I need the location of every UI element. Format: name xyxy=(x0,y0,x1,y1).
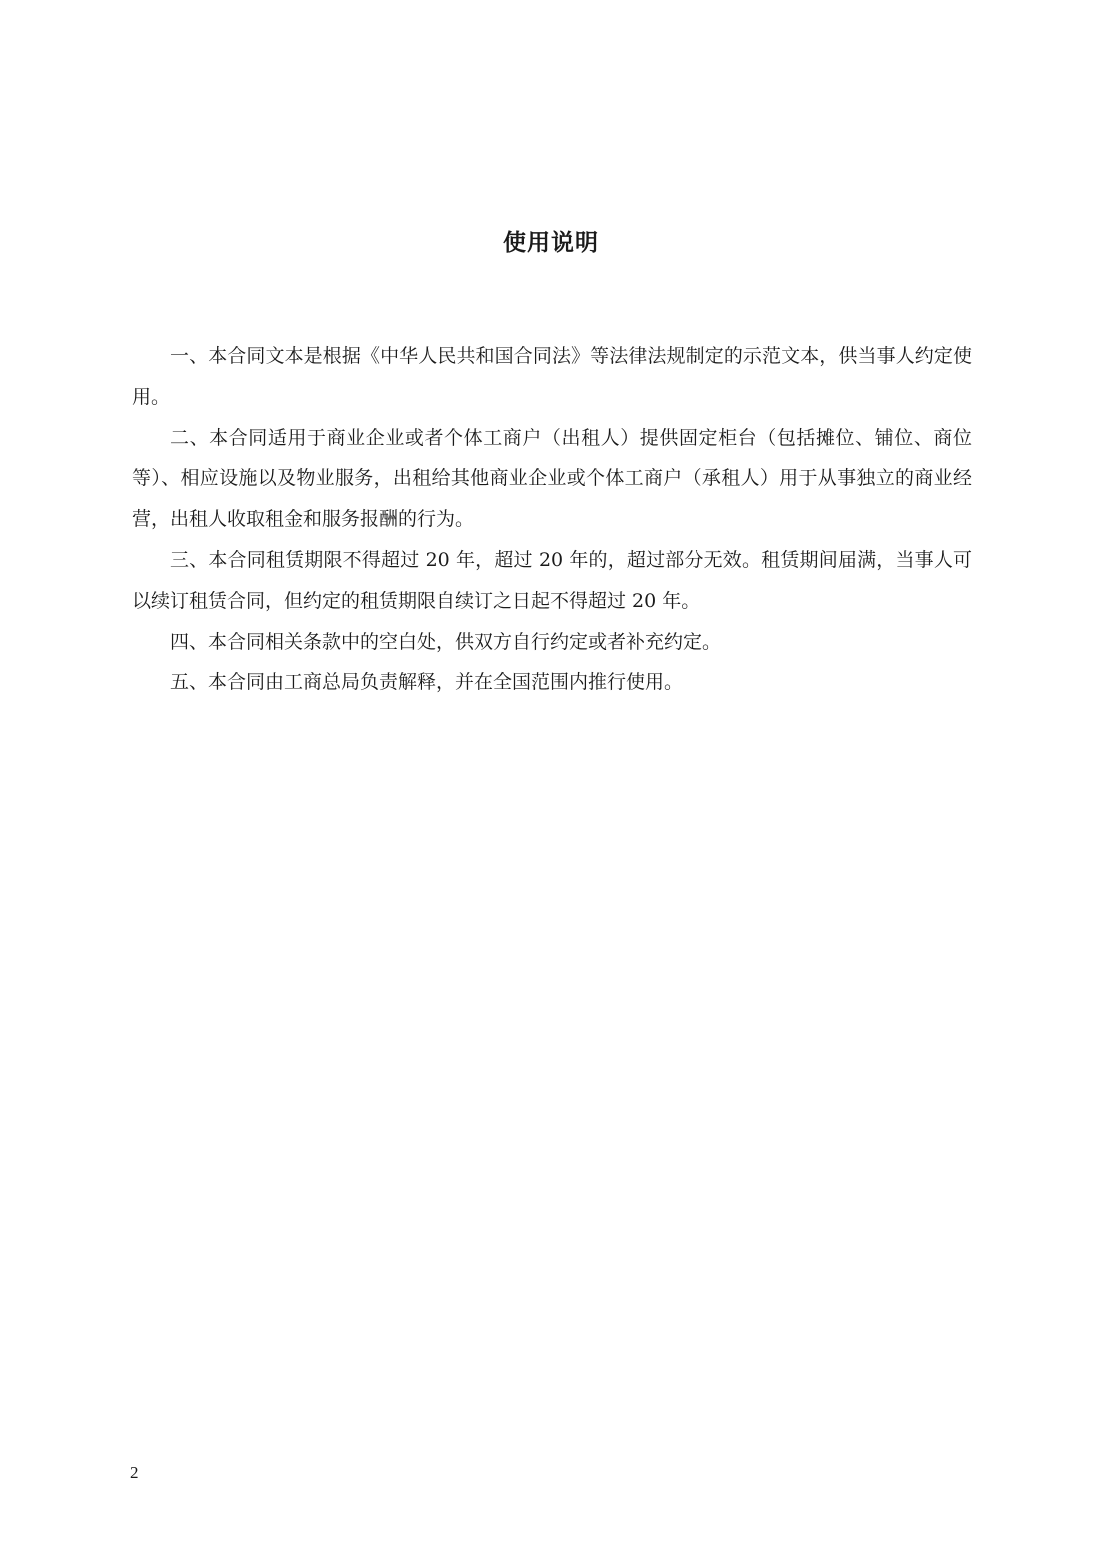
paragraph-1: 一、本合同文本是根据《中华人民共和国合同法》等法律法规制定的示范文本，供当事人约定使用。 xyxy=(132,345,972,408)
page-title: 使用说明 xyxy=(503,230,599,256)
paragraph-4: 四、本合同相关条款中的空白处，供双方自行约定或者补充约定。 xyxy=(170,630,722,653)
instructions-body xyxy=(132,336,972,703)
paragraph-5: 五、本合同由工商总局负责解释，并在全国范围内推行使用。 xyxy=(170,671,684,694)
page-number: 2 xyxy=(130,1463,139,1482)
paragraph-2: 二、本合同适用于商业企业或者个体工商户（出租人）提供固定柜台（包括摊位、铺位、商位等）、相应设施以及物业服务，出租给其他商业企业或个体工商户（承租人）用于从事独立的商业经营，出租人收取租金和服务报酬的行为。 xyxy=(132,426,972,531)
paragraph-3: 三、本合同租赁期限不得超过 20 年，超过 20 年的，超过部分无效。租赁期间届满，当事人可以续订租赁合同，但约定的租赁期限自续订之日起不得超过 20 年。 xyxy=(132,548,972,612)
